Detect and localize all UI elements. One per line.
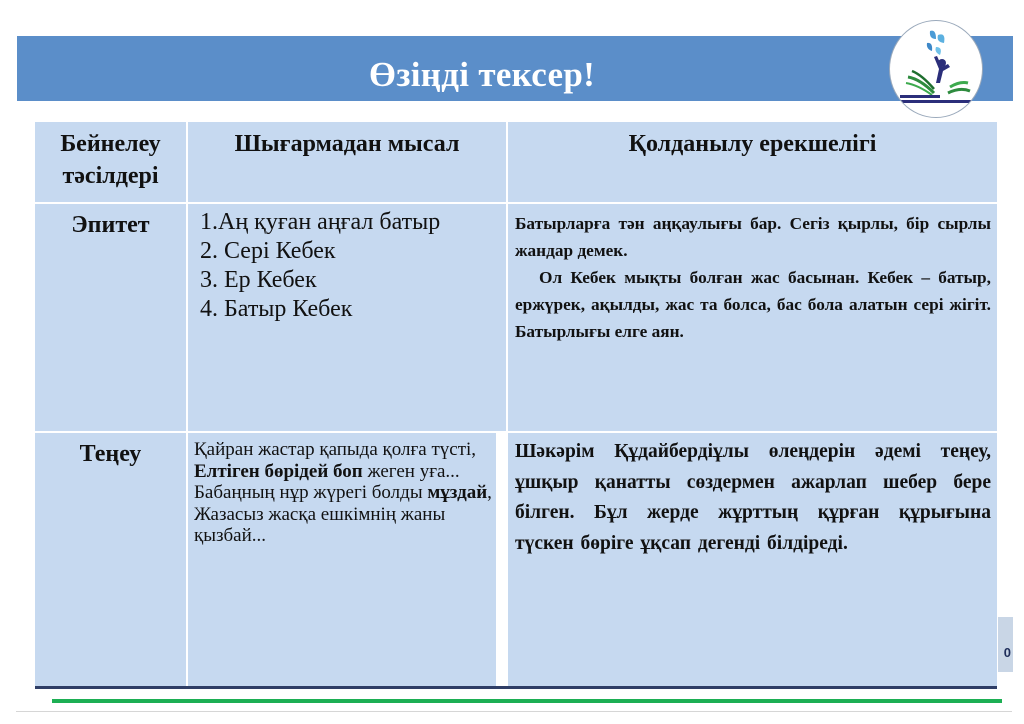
list-item: 2. Сері Кебек [200, 238, 336, 264]
list-item: 1.Аң қуған аңғал батыр [200, 209, 441, 235]
literary-devices-table [35, 122, 997, 688]
green-divider [52, 699, 1002, 703]
poem-line [194, 482, 496, 504]
list-item: 3. Ер Кебек [200, 267, 317, 293]
poem-text: , [487, 482, 492, 503]
poem-line [194, 461, 496, 483]
table-row-label-epithet [35, 204, 188, 433]
device-name: Эпитет [71, 212, 150, 238]
header-label: Бейнелеу тәсілдері [60, 131, 161, 189]
epithet-explanation [508, 204, 997, 433]
poem-text: Бабаңның нұр жүрегі болды [194, 482, 428, 503]
header-cell-usage [508, 122, 997, 204]
header-cell-examples [188, 122, 508, 204]
device-name: Теңеу [79, 441, 142, 467]
poem-line: Жазасыз жасқа ешкімнің жаны қызбай... [194, 503, 446, 546]
poem-emphasis: мұздай [427, 482, 488, 503]
simile-poem-excerpt [188, 433, 498, 688]
slide-title: Өзіңді тексер! [368, 54, 596, 94]
explanation-paragraph: Батырларға тән аңқаулығы бар. Сегіз қырлы, бір сырлы жандар демек. [515, 214, 991, 260]
header-label: Шығармадан мысал [234, 131, 460, 157]
school-logo-icon [889, 20, 983, 118]
list-item: 4. Батыр Кебек [200, 296, 353, 322]
poem-line: Қайран жастар қапыда қолға түсті, [194, 439, 477, 460]
header-label: Қолданылу ерекшелігі [628, 131, 877, 157]
page-number: 0 [1003, 645, 1011, 660]
table-row-label-simile [35, 433, 188, 688]
footer-divider [16, 711, 1012, 712]
table-bottom-border [35, 686, 997, 689]
epithet-examples [188, 204, 508, 433]
header-cell-devices [35, 122, 188, 204]
explanation-paragraph: Ол Кебек мықты болған жас басынан. Кебек – батыр, ержүрек, ақылды, жас та болса, бас бола алатын сері жігіт. Батырлығы елге аян. [515, 268, 991, 341]
simile-explanation [508, 433, 997, 688]
poem-emphasis: Елтіген бөрідей боп [194, 460, 363, 482]
title-banner [17, 36, 1013, 101]
poem-text: жеген уға... [362, 460, 460, 482]
explanation-paragraph: Шәкәрім Құдайбердіұлы өлеңдерін әдемі теңеу, ұшқыр қанатты сөздермен ажарлап шебер бере білген. Бұл жерде жұрттың құрған құрығына түскен бөріге ұқсап дегенді білдіреді. [515, 441, 991, 554]
